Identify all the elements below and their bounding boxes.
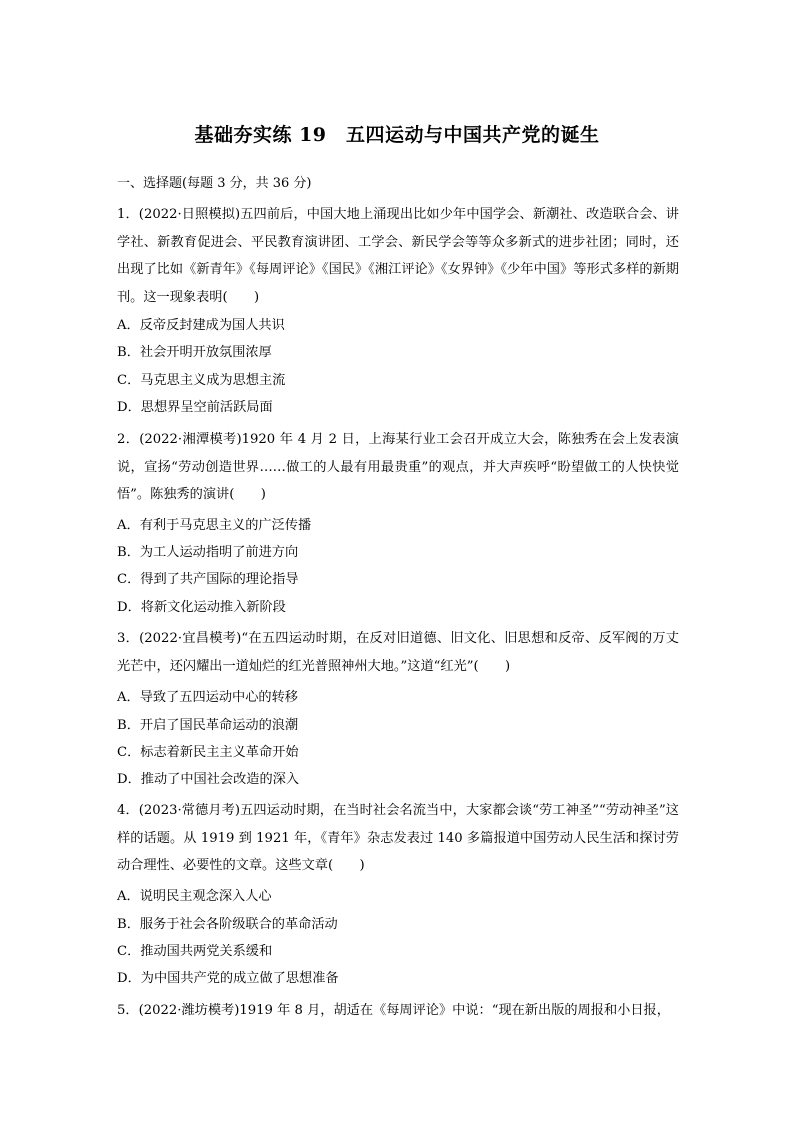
- question-4-option-d: D．为中国共产党的成立做了思想准备: [117, 971, 339, 986]
- question-4-option-a: A．说明民主观念深入人心: [117, 889, 272, 904]
- question-1-stem: 1．(2022·日照模拟)五四前后，中国大地上涌现出比如少年中国学会、新潮社、改造联合会、讲学社、新教育促进会、平民教育演讲团、工学会、新民学会等等众多新式的进步社团；同时，还出现了比如《新青年》《每周评论》《国民》《湘江评论》《女界钟》《少年中国》等形式多样的新期刊。这一现象表明( ): [117, 207, 679, 305]
- question-2-option-b: B．为工人运动指明了前进方向: [117, 545, 299, 560]
- question-4-option-b: B．服务于社会各阶级联合的革命活动: [117, 917, 338, 932]
- question-4-stem: 4．(2023·常德月考)五四运动时期，在当时社会名流当中，大家都会谈“劳工神圣”“劳动神圣”这样的话题。从 1919 到 1921 年，《青年》杂志发表过 140 多篇报道中国劳动人民生活和探讨劳动合理性、必要性的文章。这些文章( ): [117, 803, 679, 873]
- question-1-option-b: B．社会开明开放氛围浓厚: [117, 345, 272, 360]
- question-2-option-d: D．将新文化运动推入新阶段: [117, 600, 286, 615]
- question-1-option-c: C．马克思主义成为思想主流: [117, 373, 286, 388]
- question-1-option-d: D．思想界呈空前活跃局面: [117, 400, 273, 415]
- question-4-option-c: C．推动国共两党关系缓和: [117, 944, 273, 959]
- section-heading: 一、选择题(每题 3 分，共 36 分): [117, 176, 312, 191]
- question-3-option-c: C．标志着新民主主义革命开始: [117, 745, 299, 760]
- question-3-stem: 3．(2022·宜昌模考)“在五四运动时期，在反对旧道德、旧文化、旧思想和反帝、反军阀的万丈光芒中，还闪耀出一道灿烂的红光普照神州大地。”这道“红光”( ): [117, 631, 679, 674]
- question-2-option-c: C．得到了共产国际的理论指导: [117, 572, 299, 587]
- question-3-option-b: B．开启了国民革命运动的浪潮: [117, 718, 299, 733]
- page-title: 基础夯实练 19 五四运动与中国共产党的诞生: [194, 124, 600, 146]
- question-1-option-a: A．反帝反封建成为国人共识: [117, 318, 285, 333]
- question-2-option-a: A．有利于马克思主义的广泛传播: [117, 518, 312, 533]
- question-5-stem: 5．(2022·潍坊模考)1919 年 8 月，胡适在《每周评论》中说：“现在新出版的周报和小日报，: [117, 1003, 670, 1018]
- question-2-stem: 2．(2022·湘潭模考)1920 年 4 月 2 日，上海某行业工会召开成立大会，陈独秀在会上发表演说，宣扬“劳动创造世界……做工的人最有用最贵重”的观点，并大声疾呼“盼望做工的人快快觉悟”。陈独秀的演讲( ): [117, 432, 679, 502]
- question-3-option-a: A．导致了五四运动中心的转移: [117, 690, 298, 705]
- question-3-option-d: D．推动了中国社会改造的深入: [117, 772, 300, 787]
